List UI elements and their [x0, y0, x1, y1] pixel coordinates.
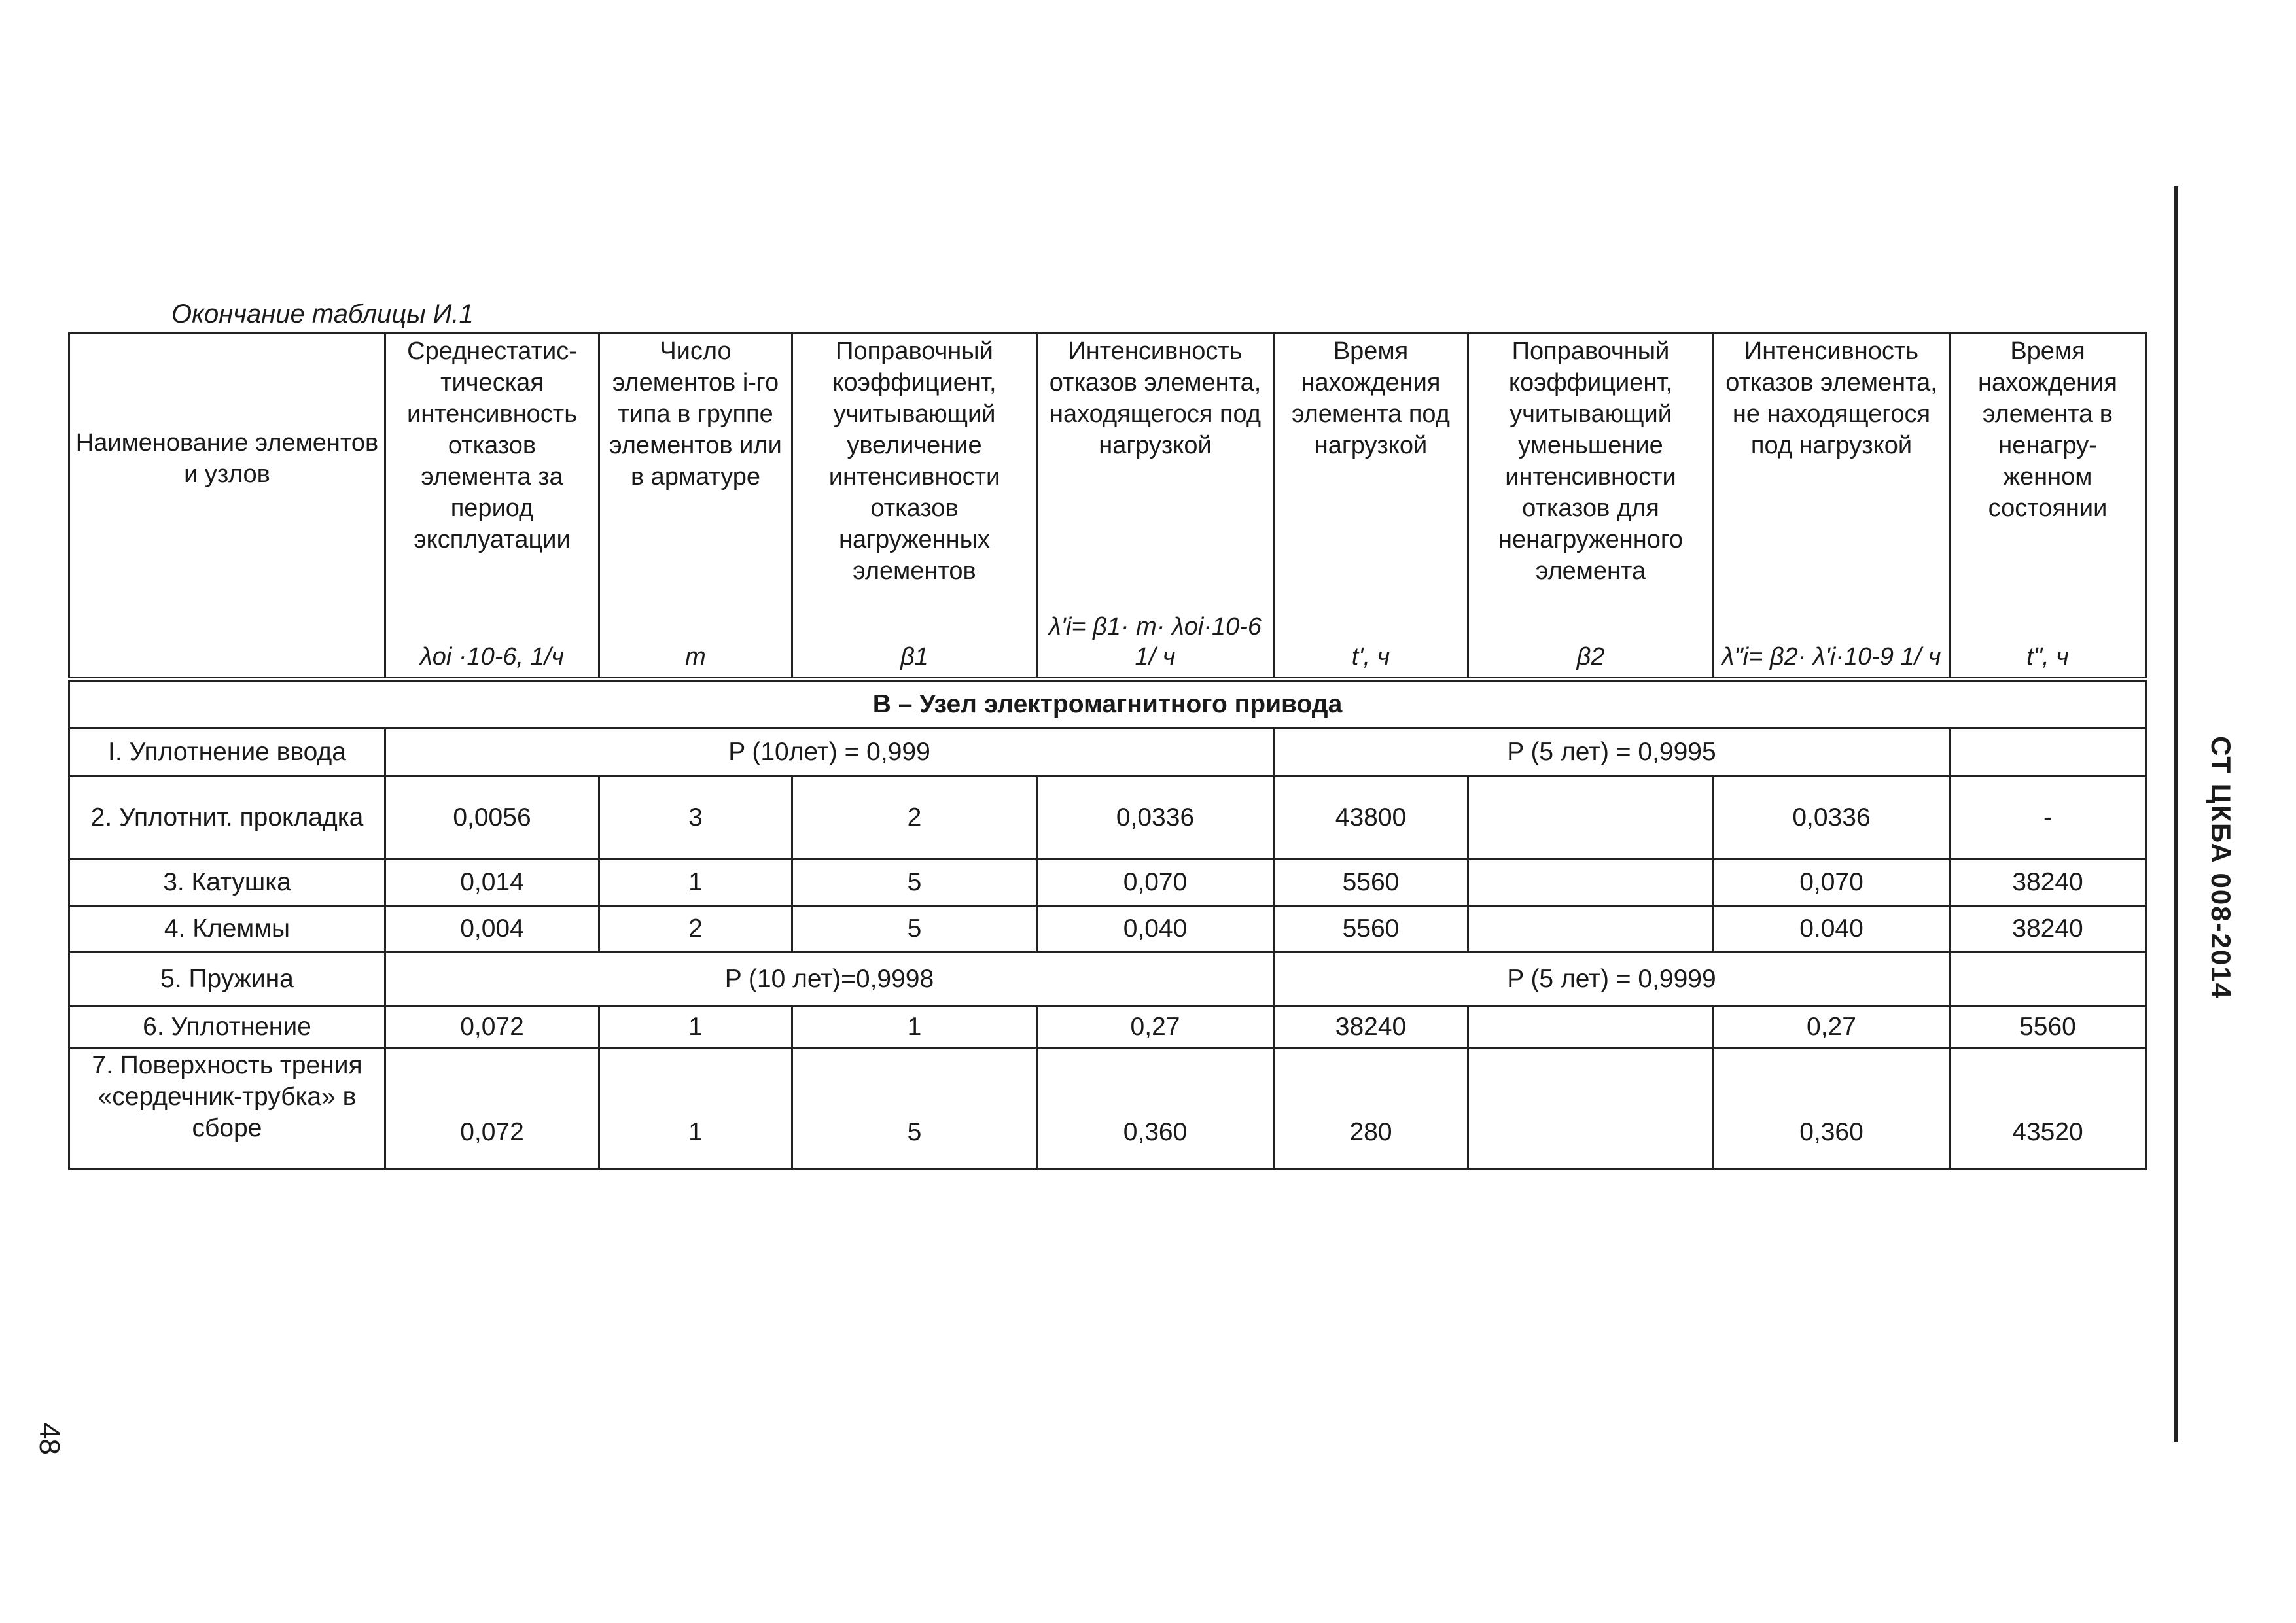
- probability-10y: P (10 лет)=0,9998: [385, 952, 1274, 1007]
- table-cell: 5: [792, 860, 1037, 906]
- table-cell: 43800: [1274, 777, 1468, 860]
- row-name: 2. Уплотнит. прокладка: [69, 777, 385, 860]
- header-beta1: Поправочный коэффициент, учитывающий увеличение интенсивности отказов нагруженных элементов β1: [792, 334, 1037, 680]
- table-row: [69, 952, 2146, 1007]
- table-cell: 280: [1274, 1048, 1468, 1169]
- header-loaded-rate: Интенсивность отказов элемента, находящегося под нагрузкой λ'i= β1· m· λoi·10-6 1/ ч: [1037, 334, 1274, 680]
- table-cell: 0.040: [1714, 906, 1950, 952]
- table-cell: [1468, 1007, 1714, 1048]
- probability-5y: P (5 лет) = 0,9995: [1274, 729, 1950, 777]
- table-cell: 1: [599, 860, 792, 906]
- table-cell: 0,072: [385, 1048, 599, 1169]
- table-row: [69, 729, 2146, 777]
- table-cell: [1468, 906, 1714, 952]
- table-cell: 38240: [1950, 906, 2146, 952]
- table-cell: 1: [599, 1007, 792, 1048]
- table-cell: 38240: [1950, 860, 2146, 906]
- margin-rule: [2174, 186, 2178, 1442]
- row-name: 6. Уплотнение: [69, 1007, 385, 1048]
- table-cell: 1: [599, 1048, 792, 1169]
- table-row: [69, 1007, 2146, 1048]
- table-caption: Окончание таблицы И.1: [171, 300, 474, 328]
- page-number: 48: [33, 1423, 65, 1455]
- row-name: 3. Катушка: [69, 860, 385, 906]
- table-cell: 0,040: [1037, 906, 1274, 952]
- table-cell: [1950, 952, 2146, 1007]
- table-cell: 0,0336: [1037, 777, 1274, 860]
- table-row: [69, 860, 2146, 906]
- table-cell: 0,360: [1037, 1048, 1274, 1169]
- table-cell: 0,27: [1714, 1007, 1950, 1048]
- probability-5y: P (5 лет) = 0,9999: [1274, 952, 1950, 1007]
- document-code: СТ ЦКБА 008-2014: [2206, 736, 2236, 1000]
- table-cell: 1: [792, 1007, 1037, 1048]
- table-cell: 2: [599, 906, 792, 952]
- table-cell: [1468, 1048, 1714, 1169]
- table-cell: -: [1950, 777, 2146, 860]
- table-cell: [1950, 729, 2146, 777]
- table-cell: 38240: [1274, 1007, 1468, 1048]
- table-row: [69, 777, 2146, 860]
- header-loaded-time: Время нахождения элемента под нагрузкой t', ч: [1274, 334, 1468, 680]
- table-cell: 0,072: [385, 1007, 599, 1048]
- table-cell: 5560: [1950, 1007, 2146, 1048]
- header-unloaded-time: Время нахождения элемента в ненагру-женном состоянии t", ч: [1950, 334, 2146, 680]
- table-cell: 5560: [1274, 906, 1468, 952]
- table-cell: 0,070: [1037, 860, 1274, 906]
- section-row: [69, 680, 2146, 729]
- table-cell: 0,004: [385, 906, 599, 952]
- header-avg-failure-rate: Среднестатис-тическая интенсивность отказов элемента за период эксплуатации λoi ·10-6, 1/ч: [385, 334, 599, 680]
- section-title: В – Узел электромагнитного привода: [69, 680, 2146, 729]
- table-cell: 0,0336: [1714, 777, 1950, 860]
- table-cell: 0,014: [385, 860, 599, 906]
- header-unloaded-rate: Интенсивность отказов элемента, не находящегося под нагрузкой λ"i= β2· λ'i·10-9 1/ ч: [1714, 334, 1950, 680]
- table-cell: 43520: [1950, 1048, 2146, 1169]
- probability-10y: P (10лет) = 0,999: [385, 729, 1274, 777]
- table-cell: 0,27: [1037, 1007, 1274, 1048]
- header-row: [69, 334, 2146, 680]
- reliability-table: [68, 332, 2147, 1170]
- table-cell: 0,0056: [385, 777, 599, 860]
- row-name: I. Уплотнение ввода: [69, 729, 385, 777]
- row-name: 5. Пружина: [69, 952, 385, 1007]
- table-cell: 3: [599, 777, 792, 860]
- table-row: [69, 906, 2146, 952]
- table-cell: [1468, 860, 1714, 906]
- table-cell: [1468, 777, 1714, 860]
- row-name: 4. Клеммы: [69, 906, 385, 952]
- row-name: 7. Поверхность трения «сердечник-трубка» в сборе: [69, 1048, 385, 1169]
- table-cell: 0,070: [1714, 860, 1950, 906]
- table-cell: 2: [792, 777, 1037, 860]
- header-element-count: Число элементов i-го типа в группе элементов или в арматуре m: [599, 334, 792, 680]
- table-cell: 5: [792, 906, 1037, 952]
- table-row: [69, 1048, 2146, 1169]
- table-cell: 5560: [1274, 860, 1468, 906]
- table-cell: 0,360: [1714, 1048, 1950, 1169]
- header-name: Наименование элементов и узлов: [69, 334, 385, 680]
- table-cell: 5: [792, 1048, 1037, 1169]
- header-beta2: Поправочный коэффициент, учитывающий уменьшение интенсивности отказов для ненагруженного элемента β2: [1468, 334, 1714, 680]
